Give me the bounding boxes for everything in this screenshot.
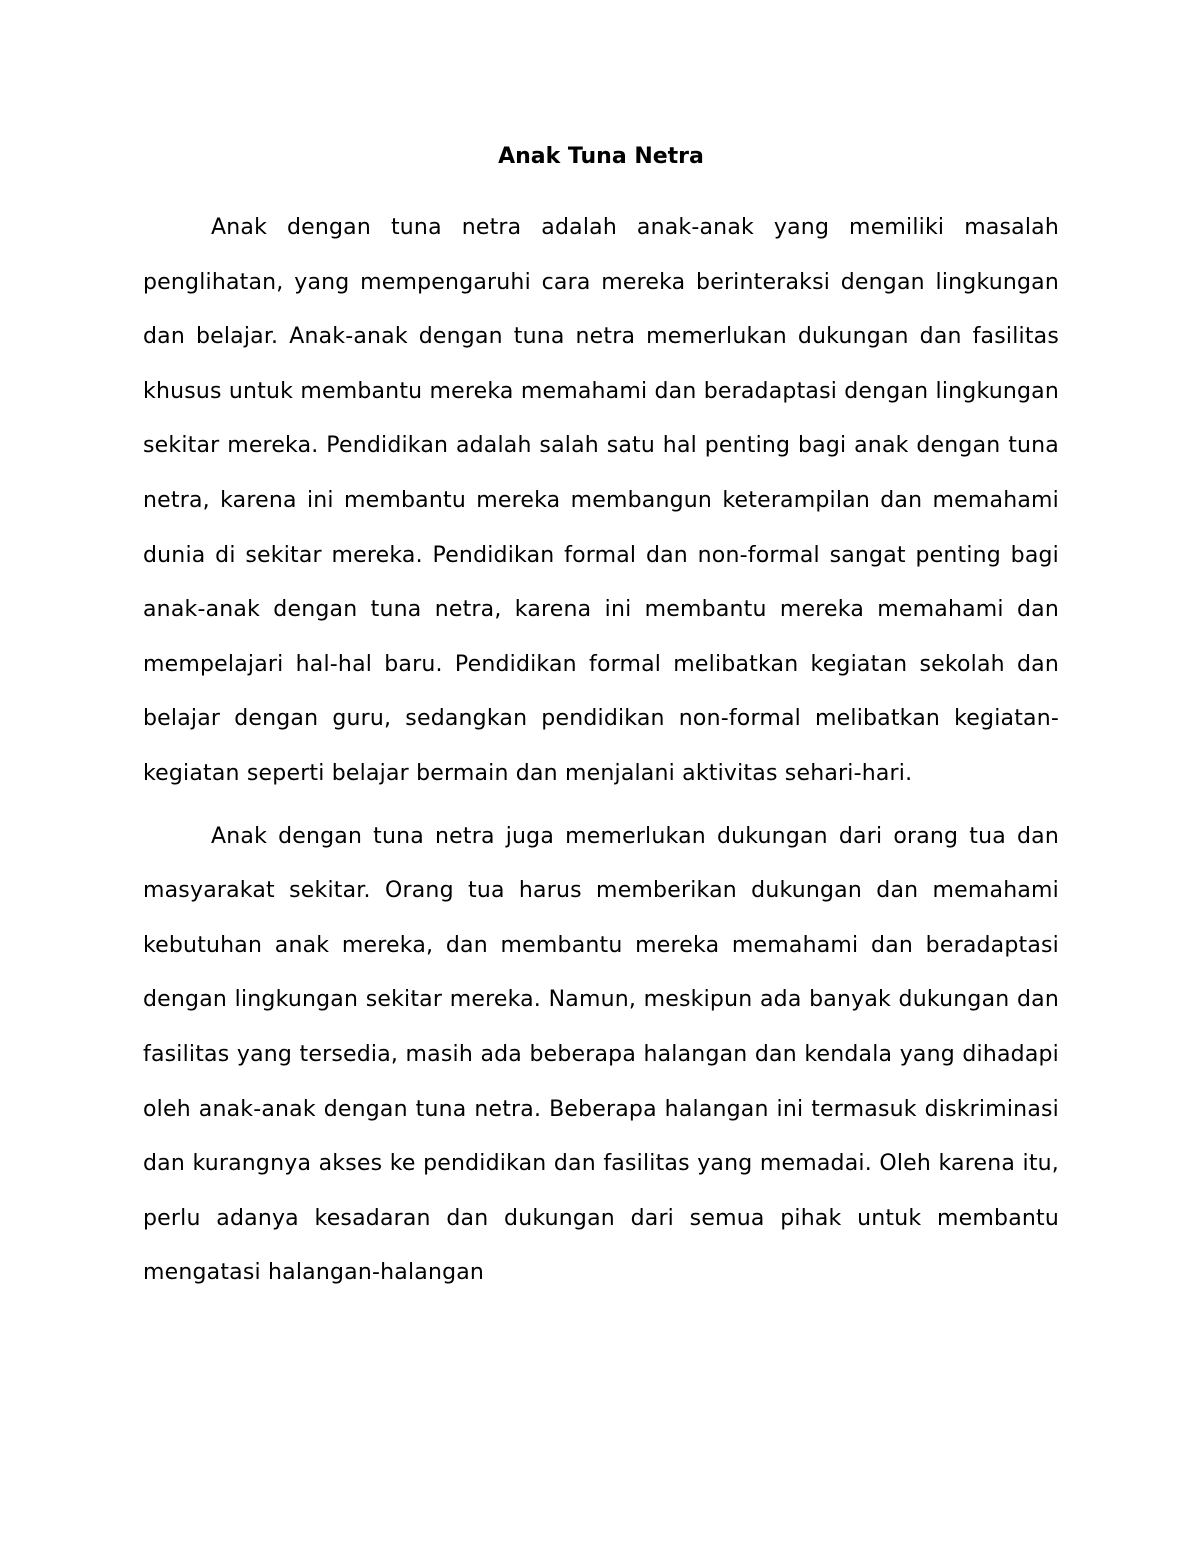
paragraph-2: Anak dengan tuna netra juga memerlukan dukungan dari orang tua dan masyarakat sekitar. Orang tua harus memberikan dukungan dan memahami kebutuhan anak mereka, dan membantu mereka memahami dan beradaptasi dengan lingkungan sekitar mereka. Namun, meskipun ada banyak dukungan dan fasilitas yang tersedia, masih ada beberapa halangan dan kendala yang dihadapi oleh anak-anak dengan tuna netra. Beberapa halangan ini termasuk diskriminasi dan kurangnya akses ke pendidikan dan fasilitas yang memadai. Oleh karena itu, perlu adanya kesadaran dan dukungan dari semua pihak untuk membantu mengatasi halangan-halangan <box>143 823 1059 1286</box>
document-body <box>143 137 1059 1301</box>
paragraph-1: Anak dengan tuna netra adalah anak-anak yang memiliki masalah penglihatan, yang mempengaruhi cara mereka berinteraksi dengan lingkungan dan belajar. Anak-anak dengan tuna netra memerlukan dukungan dan fasilitas khusus untuk membantu mereka memahami dan beradaptasi dengan lingkungan sekitar mereka. Pendidikan adalah salah satu hal penting bagi anak dengan tuna netra, karena ini membantu mereka membangun keterampilan dan memahami dunia di sekitar mereka. Pendidikan formal dan non-formal sangat penting bagi anak-anak dengan tuna netra, karena ini membantu mereka memahami dan mempelajari hal-hal baru. Pendidikan formal melibatkan kegiatan sekolah dan belajar dengan guru, sedangkan pendidikan non-formal melibatkan kegiatan-kegiatan seperti belajar bermain dan menjalani aktivitas sehari-hari. <box>143 215 1059 786</box>
document-title: Anak Tuna Netra <box>498 144 704 169</box>
